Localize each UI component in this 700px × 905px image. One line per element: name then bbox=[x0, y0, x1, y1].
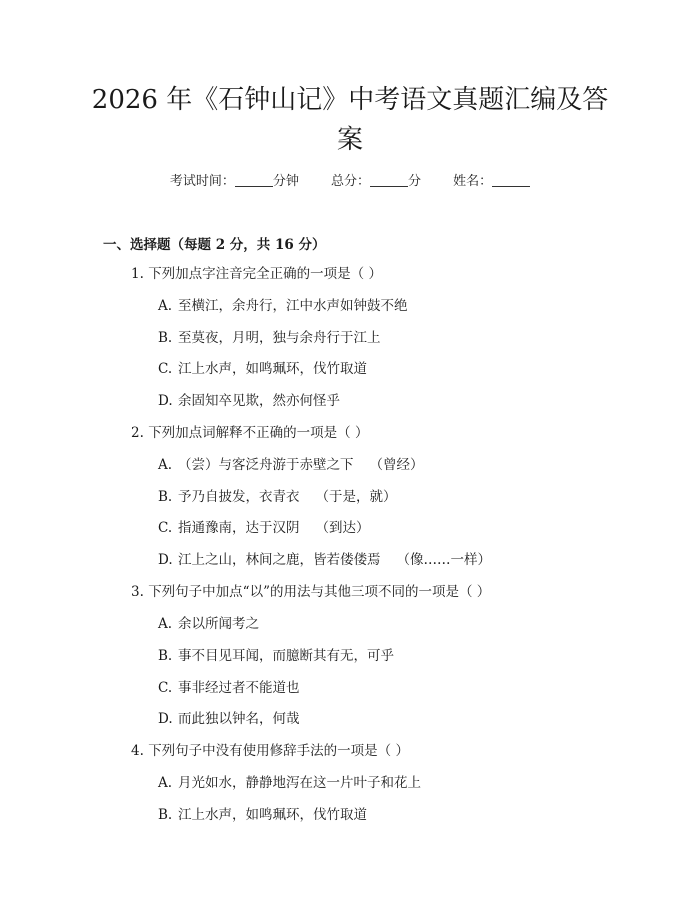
option-item bbox=[158, 644, 394, 664]
option-item bbox=[158, 707, 300, 727]
option-letter: B. bbox=[158, 648, 173, 664]
exam-time-label: 考试时间： bbox=[169, 174, 235, 189]
option-letter: D. bbox=[158, 393, 173, 409]
option-text: 江上水声，如鸣珮环，伐竹取道 bbox=[178, 361, 367, 377]
option-text: 指通豫南，达于汉阴 bbox=[178, 520, 300, 536]
option-text: 江上水声，如鸣珮环，伐竹取道 bbox=[178, 807, 367, 823]
option-item bbox=[158, 453, 424, 473]
option-text: 予乃自披发，衣青衣 bbox=[178, 489, 300, 505]
option-item bbox=[158, 294, 408, 314]
option-item bbox=[158, 803, 367, 823]
option-item bbox=[158, 516, 370, 536]
option-item bbox=[158, 771, 421, 791]
option-item bbox=[158, 357, 367, 377]
question-stem bbox=[131, 739, 409, 759]
option-item bbox=[158, 326, 381, 346]
option-note: （曾经） bbox=[369, 457, 424, 473]
option-item bbox=[158, 485, 397, 505]
exam-info-line bbox=[0, 170, 700, 189]
question-number: 4. bbox=[131, 743, 144, 759]
option-text: 江上之山，林间之鹿，皆若偻偻焉 bbox=[178, 552, 381, 568]
section-heading: 一、选择题（每题 2 分，共 16 分） bbox=[103, 237, 326, 253]
exam-time-blank[interactable] bbox=[235, 186, 273, 187]
option-letter: B. bbox=[158, 330, 173, 346]
option-note: （于是，就） bbox=[315, 489, 397, 505]
question-stem bbox=[131, 262, 382, 282]
question-text: 下列加点词解释不正确的一项是（ ） bbox=[148, 425, 369, 441]
option-letter: D. bbox=[158, 552, 173, 568]
question-number: 3. bbox=[131, 584, 144, 600]
option-text: 事不目见耳闻，而臆断其有无，可乎 bbox=[178, 648, 394, 664]
option-letter: A. bbox=[158, 457, 173, 473]
question-stem bbox=[131, 580, 490, 600]
exam-time-field bbox=[170, 170, 299, 189]
total-score-blank[interactable] bbox=[370, 186, 408, 187]
option-note: （到达） bbox=[315, 520, 370, 536]
question-text: 下列句子中没有使用修辞手法的一项是（ ） bbox=[148, 743, 409, 759]
option-item bbox=[158, 389, 340, 409]
option-item bbox=[158, 612, 259, 632]
option-letter: A. bbox=[158, 775, 173, 791]
question-number: 1. bbox=[131, 266, 144, 282]
option-note: （像……一样） bbox=[396, 552, 491, 568]
option-letter: B. bbox=[158, 807, 173, 823]
option-text: （尝）与客泛舟游于赤壁之下 bbox=[178, 457, 354, 473]
option-text: 余固知卒见欺，然亦何怪乎 bbox=[178, 393, 340, 409]
option-text: 月光如水，静静地泻在这一片叶子和花上 bbox=[178, 775, 421, 791]
option-letter: A. bbox=[158, 298, 173, 314]
student-name-blank[interactable] bbox=[492, 186, 530, 187]
student-name-label: 姓名： bbox=[453, 174, 493, 189]
option-text: 至莫夜，月明，独与余舟行于江上 bbox=[178, 330, 381, 346]
page-title: 2026 年《石钟山记》中考语文真题汇编及答案 bbox=[91, 85, 609, 155]
total-score-label: 总分： bbox=[330, 174, 370, 189]
total-score-unit: 分 bbox=[408, 174, 422, 189]
total-score-field bbox=[331, 170, 421, 189]
option-letter: C. bbox=[158, 680, 173, 696]
option-letter: C. bbox=[158, 520, 173, 536]
option-text: 事非经过者不能道也 bbox=[178, 680, 300, 696]
question-text: 下列加点字注音完全正确的一项是（ ） bbox=[148, 266, 382, 282]
option-text: 而此独以钟名，何哉 bbox=[178, 711, 300, 727]
option-letter: A. bbox=[158, 616, 173, 632]
option-letter: B. bbox=[158, 489, 173, 505]
option-item bbox=[158, 676, 300, 696]
option-text: 余以所闻考之 bbox=[178, 616, 259, 632]
exam-time-unit: 分钟 bbox=[272, 174, 299, 189]
option-letter: D. bbox=[158, 711, 173, 727]
option-item bbox=[158, 548, 491, 568]
question-stem bbox=[131, 421, 368, 441]
question-text: 下列句子中加点“以”的用法与其他三项不同的一项是（ ） bbox=[148, 584, 491, 600]
option-letter: C. bbox=[158, 361, 173, 377]
student-name-field bbox=[453, 170, 530, 189]
question-number: 2. bbox=[131, 425, 144, 441]
option-text: 至横江，余舟行，江中水声如钟鼓不绝 bbox=[178, 298, 408, 314]
